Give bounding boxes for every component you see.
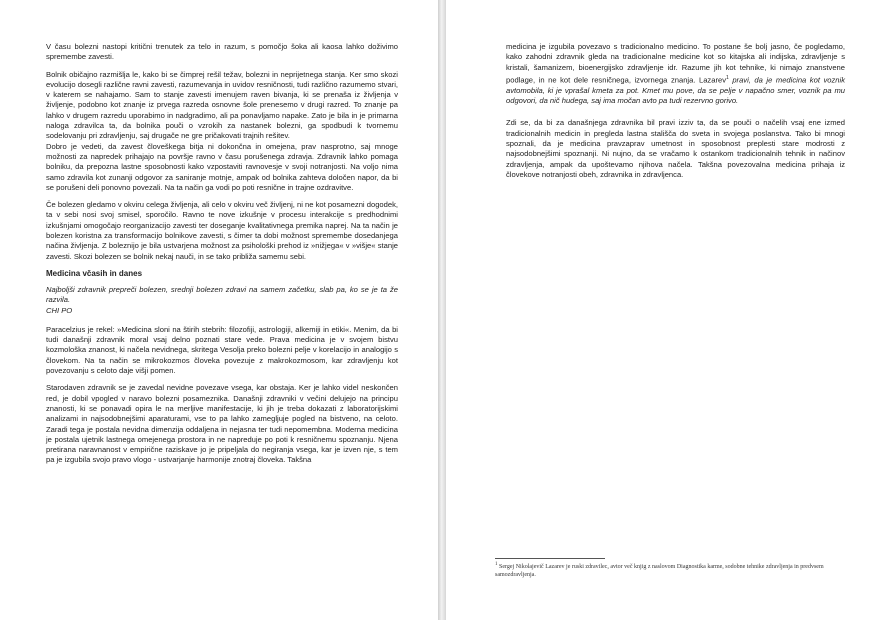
left-page xyxy=(0,0,438,620)
paragraph-text: medicina je izgubila povezavo s tradicionalno medicino. To postane še bolj jasno, če pogledamo, kako zahodni zdravnik gleda na tradicionalne medicine kot so kitajska ali indijska, zdravljenje s kristali, šamanizem, bioenergijsko zdravljenje idr. Razume jih kot tehnike, ki nimajo znanstvene podlage, in ne kot dele resničnega, izvornega znanja. Lazarev xyxy=(506,42,845,85)
paragraph: Bolnik običajno razmišlja le, kako bi se čimprej rešil težav, bolezni in neprijetnega stanja. Ker smo skozi evolucijo dosegli različne ravni zavesti, razumevanja in uvidov resničnosti, tudi različno razumemo stvari, v katerem se nahajamo. Sam to stanje zavesti imenujem raven bivanja, ki se prenaša iz življenja v življenje, podobno kot znanje iz prvega razreda osnovne šole prenesemo v drugi razred. To znanje pa lahko v drugem razredu uporabimo in nadgradimo, ali pa ponavljamo napake. Zato je bila in je primarna naloga zdravilca ta, da bolnika pouči o vzrokih za nastanek bolezni, ga spodbudi k tvornemu sodelovanju pri zdravljenju, saj drugače ne gre pričakovati trajnih rešitev. xyxy=(46,69,398,141)
right-page xyxy=(446,0,885,620)
footnote-divider xyxy=(495,558,605,559)
quote-text: pravi, da je medicina kot voznik avtomobila, ki je vprašal kmeta za pot. Kmet mu pove, da se pelje v napačno smer, voznik pa mu odgovori, da nič hudega, saj ima močan avto pa tudi rezervno gorivo. xyxy=(506,75,845,106)
paragraph: Zdi se, da bi za današnjega zdravnika bil pravi izziv ta, da se pouči o načelih vsaj ene izmed tradicionalnih medicin in pregleda lastna stališča do sveta in svojega poslanstva. Tako bi mnogi spoznali, da je medicina pravzaprav umetnost in sposobnost preplesti stare modrosti z najsodobnejšimi spoznanji. Ni nujno, da se vračamo k ostankom tradicionalnih tehnik in načinov zdravljenja, ampak da upoštevamo njihova načela. Takšna povezovalna medicina prihaja iz človekove notranjosti obeh, zdravnika in zdravljenca. xyxy=(506,118,845,179)
footnote-number: 1 xyxy=(495,562,498,567)
paragraph: Starodaven zdravnik se je zavedal nevidne povezave vsega, kar obstaja. Ker je lahko videl neskončen red, je dobil vpogled v naravo bolezni posameznika. Današnji zdravniki v večini delujejo na principu znanosti, ki se ponavadi opira le na merljive manifestacije, ki jih je treba dokazati z laboratorijskimi analizami in najsodobnejšimi aparaturami, vse to pa lahko zamegljuje pogled na bistveno, na celoto. Zaradi tega je postala nevidna dimenzija oddaljena in nejasna ter tudi nepomembna. Moderna medicina je postala ujetnik lastnega omejenega prostora in ne napreduje po poti k resničnemu spoznanju. Njena pretirana naravnanost v empirične raziskave jo je pripeljala do negiranja vsega, kar je izven nje, s tem pa je izgubila svojo pravo vlogo - ustvarjanje harmonije znotraj človeka. Takšna xyxy=(46,383,398,465)
paragraph: Dobro je vedeti, da zavest človeškega bitja ni dokončna in omejena, prav nasprotno, saj mnoge možnosti za napredek prihajajo na površje ravno v času porušenega zdravja. Zdravnik lahko pomaga bolniku, da prepozna lastne sposobnosti kako vzpostaviti ravnovesje v svoji notranjosti. Na voljo nima samo zdravila kot zunanji odgovor za saniranje motnje, ampak od bolnika zahteva določen napor, da bi se porušeni deli ponovno povezali. Na ta način ga vodi po poti resnične in trajne ozdravitve. xyxy=(46,141,398,192)
paragraph: Paracelzius je rekel: »Medicina sloni na štirih stebrih: filozofiji, astrologiji, alkemiji in etiki«. Menim, da bi tudi današnji zdravnik moral vsaj delno poznati stare vede. Prava medicina je v svojem bistvu kozmološka znanost, ki načela nevidnega, skritega Vesolja preko bolezni pelje v korelacijo in analogijo s človekom. Na ta način se mikrokozmos človeka povezuje z makrokozmosom, kar zdravljenju kot povezovanju s celoto daje višji pomen. xyxy=(46,324,398,376)
paragraph xyxy=(506,42,845,106)
footnote-text: Sergej Nikolajevič Lazarev je ruski zdravilec, avtor več knjig z naslovom Diagnostika karme, sodobne tehnike zdravljenja in predvsem samozdravljenja. xyxy=(495,564,824,578)
footnote xyxy=(495,561,840,579)
section-heading: Medicina včasih in danes xyxy=(46,268,143,278)
motto-author: CHI PO xyxy=(46,305,73,315)
motto-quote: Najboljši zdravnik prepreči bolezen, srednji bolezen zdravi na samem začetku, slab pa, ko se je ta že razvila. xyxy=(46,284,398,305)
footnote-ref: 1 xyxy=(726,74,729,81)
paragraph: V času bolezni nastopi kritični trenutek za telo in razum, s pomočjo šoka ali kaosa lahko doživimo spremembe zavesti. xyxy=(46,42,398,62)
page-gutter xyxy=(438,0,446,620)
paragraph: Če bolezen gledamo v okviru celega življenja, ali celo v okviru več življenj, ni ne kot posamezni dogodek, ta v sebi nosi svoj smisel, sporočilo. Ravno te nove izkušnje v procesu interakcije s predhodnimi izkušnjami omogočajo reorganizacijo zavesti ter doseganje kvalitativnega premika naprej. Na ta način je bolezen koristna za transformacijo bolnikove zavesti, s čimer ta dobi možnost spremembe dosedanjega načina življenja. Z boleznijo je bila ustvarjena možnost za psihološki prehod iz »nižjega« v »višje« stanje zavesti. Skozi bolezen se bolnik nekaj nauči, in se tako približa samemu sebi. xyxy=(46,200,398,261)
